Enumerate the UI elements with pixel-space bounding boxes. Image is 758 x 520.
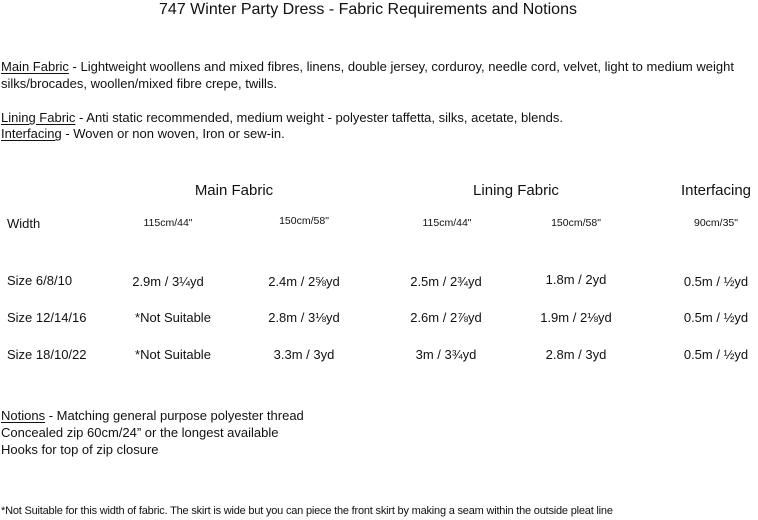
table-cell: 0.5m / ½yd xyxy=(683,274,749,289)
notions-line-3: Hooks for top of zip closure xyxy=(1,442,159,457)
table-cell: 3.3m / 3yd xyxy=(273,347,335,362)
main-fabric-label: Main Fabric xyxy=(1,59,69,74)
table-cell: *Not Suitable xyxy=(135,347,211,362)
notions-label: Notions xyxy=(1,408,46,423)
notions-text: - Matching general purpose polyester thread xyxy=(45,408,304,423)
interfacing-text: - Woven or non woven, Iron or sew-in. xyxy=(61,126,285,141)
size-row-label: Size 6/8/10 xyxy=(7,273,73,288)
width-lining-115: 115cm/44" xyxy=(422,217,472,229)
table-cell: 2.4m / 2⅝yd xyxy=(268,274,340,289)
table-cell: 1.8m / 2yd xyxy=(545,272,607,287)
table-cell: 3m / 3¾yd xyxy=(415,347,477,362)
lining-fabric-description xyxy=(1,109,751,126)
width-main-150: 150cm/58" xyxy=(279,215,329,227)
table-cell: 0.5m / ½yd xyxy=(683,310,749,325)
lining-fabric-label: Lining Fabric xyxy=(1,110,76,125)
size-row-label: Size 18/10/22 xyxy=(7,347,87,362)
main-fabric-description xyxy=(1,58,751,92)
group-header-main-fabric: Main Fabric xyxy=(194,182,274,199)
interfacing-label: Interfacing xyxy=(1,126,62,141)
table-cell: *Not Suitable xyxy=(135,310,211,325)
table-cell: 2.8m / 3yd xyxy=(545,347,607,362)
table-cell: 2.9m / 3¼yd xyxy=(132,274,204,289)
width-main-115: 115cm/44" xyxy=(143,217,193,229)
table-cell: 2.6m / 2⅞yd xyxy=(410,310,482,325)
page-title: 747 Winter Party Dress - Fabric Requirements and Notions xyxy=(159,1,577,18)
width-interfacing-90: 90cm/35" xyxy=(694,217,738,229)
lining-fabric-text: - Anti static recommended, medium weight - polyester taffetta, silks, acetate, blends. xyxy=(75,110,563,125)
notions-line-1 xyxy=(1,408,304,425)
width-lining-150: 150cm/58" xyxy=(551,217,601,229)
interfacing-description xyxy=(1,125,751,142)
table-cell: 2.8m / 3⅛yd xyxy=(268,310,340,325)
table-cell: 0.5m / ½yd xyxy=(683,347,749,362)
size-row-label: Size 12/14/16 xyxy=(7,310,87,325)
group-header-lining-fabric: Lining Fabric xyxy=(473,182,559,199)
group-header-interfacing: Interfacing xyxy=(680,182,752,199)
table-cell: 2.5m / 2¾yd xyxy=(410,274,482,289)
main-fabric-text: - Lightweight woollens and mixed fibres, linens, double jersey, corduroy, needle cord, velvet, light to medium weight silks/brocades, woollen/mixed fibre crepe, twills. xyxy=(1,59,734,91)
table-cell: 1.9m / 2⅛yd xyxy=(540,310,612,325)
width-row-label: Width xyxy=(7,216,41,231)
footnote: *Not Suitable for this width of fabric. The skirt is wide but you can piece the front skirt by making a seam within the outside pleat line xyxy=(1,505,613,517)
notions-line-2: Concealed zip 60cm/24” or the longest available xyxy=(1,425,279,440)
